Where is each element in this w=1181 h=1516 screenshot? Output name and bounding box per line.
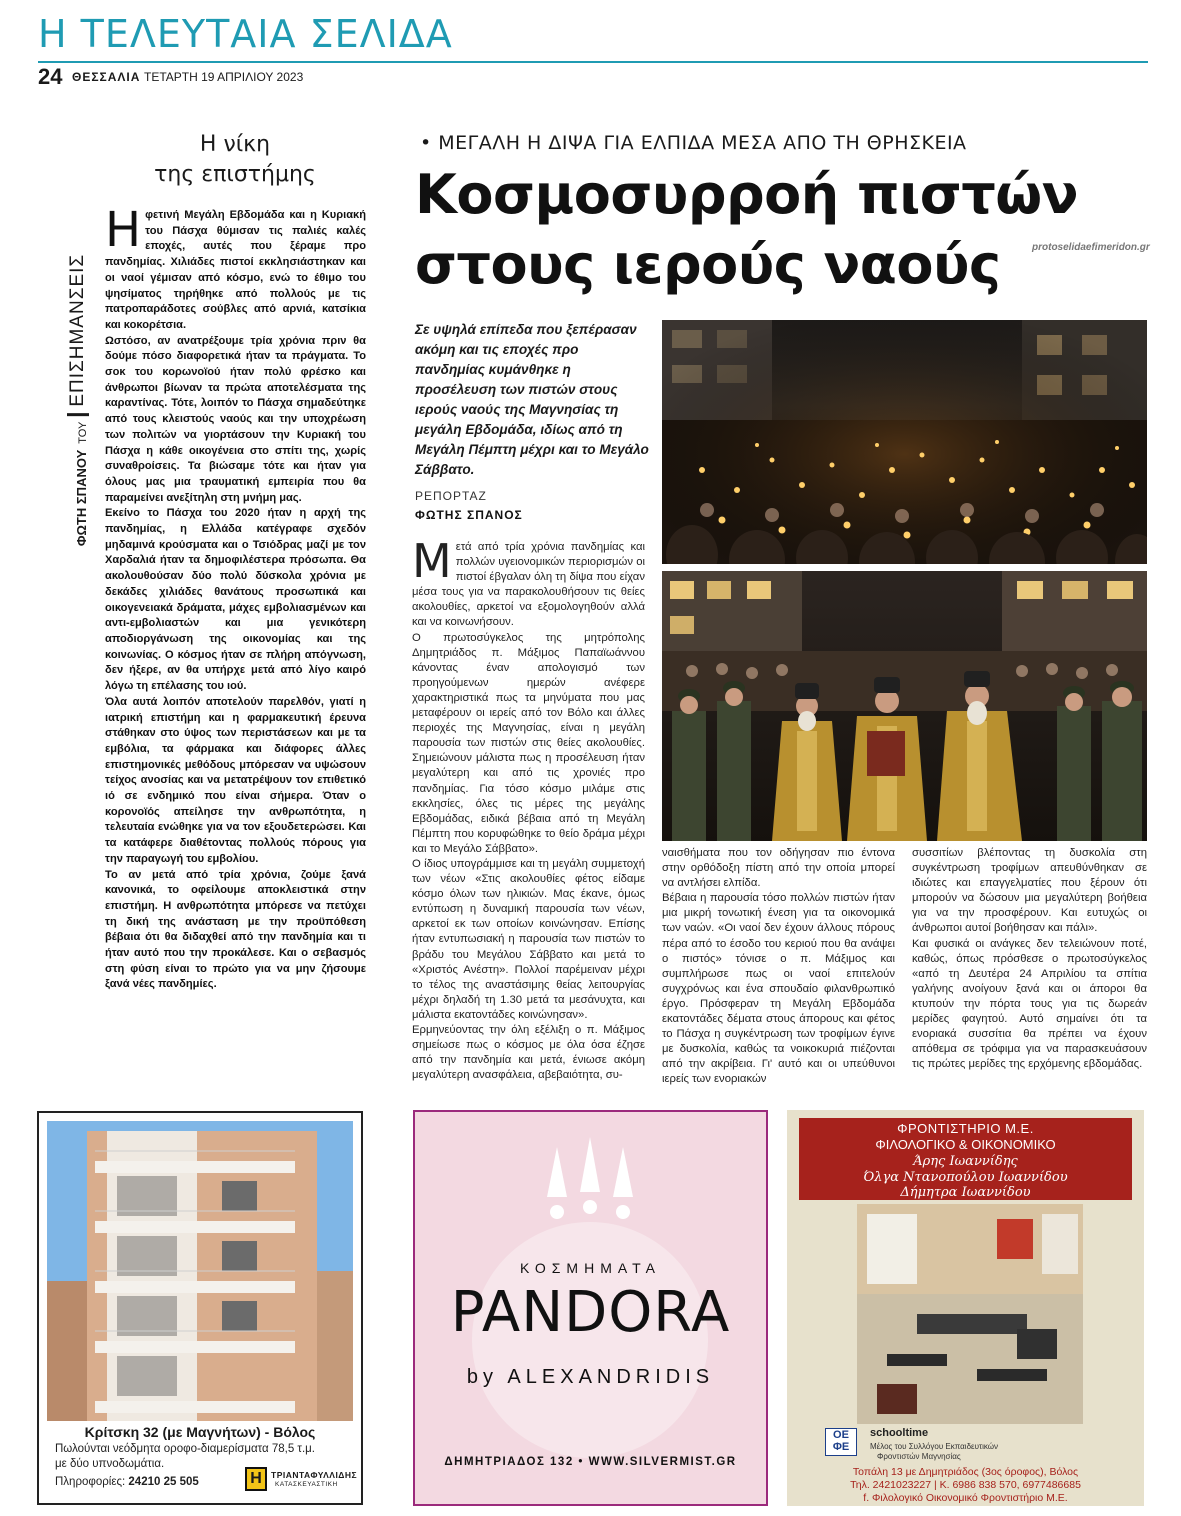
- opinion-dropcap: Η: [105, 208, 142, 258]
- page-number: 24: [38, 64, 63, 89]
- tutoring-line3: Άρης Ιωαννίδης: [913, 1154, 1018, 1169]
- tutoring-line1: ΦΡΟΝΤΙΣΤΗΡΙΟ Μ.Ε.: [897, 1121, 1034, 1136]
- company-sub: ΚΑΤΑΣΚΕΥΑΣΤΙΚΗ: [275, 1481, 338, 1488]
- opinion-paragraph: Ωστόσο, αν ανατρέξουμε τρία χρόνια πριν θα δούμε πόσο διαφορετικά ήταν τα πράγματα. Το σοκ του κορωνοϊού ήταν πολύ φρέσκο και άνθρωποι βίωναν τα πρώτα αποτελέσματα της καραντίνας. Τότε, λοιπόν το Πάσχα σημαδεύτηκε από τους κλειστούς ναούς και την υποχρέωση των πολιτών να γιορτάσουν την Κυριακή του Πάσχα η κάθε οικογένεια στο σπίτι της, χωρίς συναθροίσεις. Τα βιώσαμε τότε και ήταν για όλους μας μια τραυματική εμπειρία που θα παραμείνει ανεξίτηλη στη μνήμη μας.: [105, 334, 366, 504]
- article-paragraph: Και φυσικά οι ανάγκες δεν τελειώνουν ποτέ, καθώς, όπως πρόσθεσε ο πρωτοσύγκελος «από τη Δευτέρα 24 Απριλίου τα σπίτια γαλήνης ανοίγουν ξανά και οι άποροι θα κτυπούν την πόρτα τους για τις δωρεάν μερίδες φαγητού. Αυτό σημαίνει ότι τα ενοριακά συσσίτια θα πρέπει να έχουν απόθεμα σε τρόφιμα για να παρασκευάσουν τις πρώτες μερίδες της ερχόμενης εβδομάδας.: [912, 937, 1147, 1071]
- tutoring-address: Τοπάλη 13 με Δημητριάδος (3ος όροφος), Βόλος: [852, 1466, 1079, 1478]
- member-line2: Φροντιστών Μαγνησίας: [877, 1452, 961, 1461]
- article-column-2: [662, 846, 895, 1090]
- opinion-paragraph: Εκείνο το Πάσχα του 2020 ήταν η αρχή της πανδημίας, η Ελλάδα κατέγραφε σχεδόν μηδαμινά κρούσματα και ο Τσιόδρας μαζί με τον Χαρδαλιά ήταν τα δημοφιλέστερα πρόσωπα. Θα ακολουθούσαν δύο πολύ δύσκολα χρόνια με δεκάδες χιλιάδες θανάτους προσωπικά και οικογενειακά δράματα, μάχες εμβολιασμένων και αντι-εμβολιαστών και μια γενικότερη αποδιοργάνωση της οικονομίας και της κοινωνίας. Ο κόσμος ήταν σε πλήρη απόγνωση, δεν ήξερε, αν θα υπήρχε μετά από λίγο καιρό λόγω τη επέλασης του ιού.: [105, 507, 366, 693]
- ad-tutoring: [787, 1110, 1144, 1506]
- pandora-footer: ΔΗΜΗΤΡΙΑΔΟΣ 132 • WWW.SILVERMIST.GR: [444, 1456, 737, 1468]
- article-column-1: [412, 540, 645, 1090]
- company-name: ΤΡΙΑΝΤΑΦΥΛΛΙΔΗΣ: [271, 1470, 358, 1480]
- article-paragraph: Μετά από τρία χρόνια πανδημίας και πολλών υγειονομικών περιορισμών οι πιστοί έβγαλαν όλη τη δίψα που είχαν μέσα τους για να παρακολουθήσουν τις θείες ακολουθίες, αρκετοί να εξομολογηθούν αλλά και να κοινωνήσουν.: [412, 540, 645, 629]
- pandora-by: by ALEXANDRIDIS: [466, 1366, 715, 1388]
- opinion-title: [105, 130, 365, 190]
- headline-line2: στους ιερούς ναούς: [415, 233, 1001, 296]
- ad-pandora: [413, 1110, 768, 1506]
- photo-candlelit-crowd-image: [662, 320, 1147, 564]
- article-headline: [415, 160, 1095, 300]
- classroom-photo: [857, 1204, 1083, 1424]
- header-rule: [38, 61, 1148, 63]
- tutoring-line4: Όλγα Ντανοπούλου Ιωαννίδου: [863, 1170, 1068, 1185]
- paper-name: ΘΕΣΣΑΛΙΑ: [72, 70, 141, 84]
- column-name: ΕΠΙΣΗΜΑΝΣΕΙΣ: [67, 254, 89, 416]
- article-paragraph: Βέβαια η παρουσία τόσο πολλών πιστών ήταν μια μικρή τονωτική ένεση για τα οικονομικά των ναών. «Οι ναοί δεν έχουν άλλους πόρους πέρα από το έσοδο του κεριού που θα ανάψει ο πιστός» τόνισε ο π. Μάξιμος και συμπλήρωσε πως οι ναοί επιτελούν συγχρόνως και ένα σπουδαίο φιλανθρωπικό έργο. Πρόσφεραν τη Μεγάλη Εβδομάδα εκατοντάδες δέματα στους άπορους και φέτος το Πάσχα η συγκέντρωση των τροφίμων έγινε με δυσκολία, καθώς τα νοικοκυριά πιέζονται από την ακρίβεια. Γι' αυτό και οι υπεύθυνοι ιερείς των ενοριακών: [662, 892, 895, 1086]
- column-author: ΦΩΤΗ ΣΠΑΝΟΥ: [74, 449, 89, 547]
- article-kicker: • ΜΕΓΑΛΗ Η ΔΙΨΑ ΓΙΑ ΕΛΠΙΔΑ ΜΕΣΑ ΑΠΟ ΤΗ ΘΡΗΣΚΕΙΑ: [420, 132, 967, 154]
- tutoring-line2: ΦΙΛΟΛΟΓΙΚΟ & ΟΙΚΟΝΟΜΙΚΟ: [875, 1137, 1056, 1152]
- article-dropcap: Μ: [412, 540, 452, 588]
- apartment-building-photo: [47, 1121, 353, 1421]
- article-paragraph: Ο ίδιος υπογράμμισε και τη μεγάλη συμμετοχή των νέων «Στις ακολουθίες φέτος είδαμε κόσμο όλων των ηλικιών. Μας έκανε, όμως εντύπωση η δυναμική παρουσία των νέων, αρκετοί εκ των οποίων κοινώνησαν. Επίσης ήταν εντυπωσιακή η παρουσία των πιστών το βράδυ του Μεγάλου Σάββατο και μετά το «Χριστός Ανέστη». Πολλοί παρέμειναν μέχρι το τέλος της αναστάσιμης θείας λειτουργίας μέχρι δηλαδή τη 1.30 μετά τα μεσάνυχτα, και μάλιστα εκατοντάδες κοινώνησαν».: [412, 857, 645, 1021]
- opinion-paragraph: Το αν μετά από τρία χρόνια, ζούμε ξανά κανονικά, το οφείλουμε αποκλειστικά στην επιστήμη. Η ανθρωπότητα μπόρεσε να πετύχει τη δική της ανάσταση με την προϋπόθεση βέβαια ότι θα διδαχθεί από την πανδημία και τι ήταν αυτό που την προκάλεσε. Και ο σεβασμός στη φύση είναι το πρώτο για να μην ζήσουμε ξανά νέες πανδημίες.: [105, 868, 366, 991]
- article-column-3: [912, 846, 1147, 1090]
- section-title: Η ΤΕΛΕΥΤΑΙΑ ΣΕΛΙΔΑ: [38, 12, 453, 56]
- article-paragraph: συσσιτίων βλέποντας τη δυσκολία στη συγκέντρωση τροφίμων απευθύνθηκαν σε ιδιώτες και επαγγελματίες που ξέρουν ότι μπορούν να δώσουν μια μεγαλύτερη βοήθεια για να την προσφέρουν. Και ευτυχώς οι άνθρωποι αυτοί βοήθησαν και πάλι».: [912, 847, 1147, 935]
- photo-procession-image: [662, 571, 1147, 841]
- schooltime-logo: schooltime: [870, 1427, 929, 1439]
- triantafyllidis-logo-icon: Η: [245, 1467, 267, 1491]
- apartment-desc-line2: με δύο υπνοδωμάτια.: [55, 1458, 165, 1470]
- pandora-brand: PANDORA: [450, 1280, 731, 1345]
- apartment-address: Κρίτσκη 32 (με Μαγνήτων) - Βόλος: [84, 1424, 316, 1440]
- source-credit: protoselidaefimeridon.gr: [1032, 242, 1150, 253]
- photo-candlelit-crowd: [662, 320, 1147, 564]
- article-paragraph: Ερμηνεύοντας την όλη εξέλιξη ο π. Μάξιμος σημείωσε πως ο κόσμος με όλα όσα έζησε από την πανδημία και μετά, ένιωσε ακόμη μεγαλύτερη ανασφάλεια, αβεβαιότητα, συ-: [412, 1024, 645, 1082]
- apartment-phone: 24210 25 505: [128, 1476, 199, 1488]
- column-vertical-label: [52, 250, 104, 550]
- opinion-body: [105, 208, 366, 1088]
- tutoring-facebook: f. Φιλολογικό Οικονομικό Φροντιστήριο Μ.Ε.: [863, 1492, 1068, 1504]
- photo-procession: [662, 571, 1147, 841]
- opinion-title-line1: Η νίκη: [199, 132, 271, 157]
- member-line1: Μέλος του Συλλόγου Εκπαιδευτικών: [870, 1442, 999, 1451]
- opinion-title-line2: της επιστήμης: [154, 162, 316, 187]
- opinion-paragraph: Η φετινή Μεγάλη Εβδομάδα και η Κυριακή του Πάσχα θύμισαν τις παλιές καλές εποχές, αυτές που ξέραμε προ πανδημίας. Χιλιάδες πιστοί εκκλησιάστηκαν και οι ναοί γέμισαν από κόσμο, ενώ το έθιμο του ψησίματος τηρήθηκε από πολλούς με τις πατροπαράδοτες σούβλες από αρνιά, κατσίκια και κοκορέτσια.: [105, 208, 366, 331]
- opinion-paragraph: Όλα αυτά λοιπόν αποτελούν παρελθόν, γιατί η ιατρική επιστήμη και η φαρμακευτική έρευνα στάθηκαν στο ύψος των περιστάσεων και με τα εμβόλια, τα φάρμακα και διάφορες άλλες επιστημονικές μεθόδους μπόρεσαν να υψώσουν τείχος ανοσίας και να μετατρέψουν τον επιθετικό ιό σε ενδημικό που είναι σήμερα. Όταν ο κορονοϊός απείλησε την ανθρωπότητα, η τελευταία ενώθηκε για να τον εξουδετερώσει. Και τα κατάφερε διαθέτοντας πολλούς πόρους για την παραγωγή του εμβολίου.: [105, 695, 366, 865]
- oefe-logo-icon: ΟΕ ΦΕ: [825, 1428, 857, 1456]
- pandora-top-label: ΚΟΣΜΗΜΑΤΑ: [519, 1260, 662, 1276]
- article-paragraph: Ο πρωτοσύγκελος της μητρόπολης Δημητριάδος π. Μάξιμος Παπαϊωάννου κάνοντας έναν απολογισμό των προηγούμενων ημερών ανέφερε χαρακτηριστικά πως τα μηνύματα που μας μεταφέρουν οι ιερείς από τον Βόλο και άλλες περιοχές της Μαγνησίας, είναι η μεγάλη παρουσία των πιστών στις θείες ακολουθίες. Σημειώνουν μάλιστα πως η προσέλευση ήταν μεγαλύτερη και από τις χρονιές προ πανδημίας. Για τόσο κόσμο μιλάμε στις εκκλησίες, όλες τις μέρες της μεγάλης Εβδομάδας, ειδικά βέβαια από τη Μεγάλη Πέμπτη που κορυφώθηκε το θείο δράμα μέχρι και το Μεγάλο Σάββατο».: [412, 631, 645, 855]
- column-author-prefix: ΤΟΥ: [77, 421, 89, 444]
- article-paragraph: ναισθήματα που τον οδήγησαν πιο έντονα στην ορθόδοξη πίστη από την οποία μπορεί να αντλήσει ελπίδα.: [662, 847, 895, 890]
- headline-line1: Κοσμοσυρροή πιστών: [415, 163, 1078, 226]
- article-lead: Σε υψηλά επίπεδα που ξεπέρασαν ακόμη και τις εποχές προ πανδημίας κυμάνθηκε η προσέλευση των πιστών στους ιερούς ναούς της Μαγνησίας τη μεγάλη Εβδομάδα, ιδίως από τη Μεγάλη Πέμπτη μέχρι και το Μεγάλο Σάββατο.: [415, 322, 649, 477]
- tutoring-phones: Τηλ. 2421023227 | Κ. 6986 838 570, 6977486685: [850, 1479, 1081, 1491]
- apartment-info: Πληροφορίες: 24210 25 505: [55, 1476, 199, 1488]
- report-label: ΡΕΠΟΡΤΑΖ: [415, 489, 487, 503]
- ad-apartments: [37, 1111, 363, 1505]
- tutoring-line5: Δήμητρα Ιωαννίδου: [900, 1185, 1031, 1200]
- issue-date: ΤΕΤΑΡΤΗ 19 ΑΠΡΙΛΙΟΥ 2023: [144, 70, 304, 84]
- report-author: ΦΩΤΗΣ ΣΠΑΝΟΣ: [415, 508, 523, 522]
- apartment-desc-line1: Πωλούνται νεόδμητα οροφο-διαμερίσματα 78,5 τ.μ.: [55, 1443, 315, 1455]
